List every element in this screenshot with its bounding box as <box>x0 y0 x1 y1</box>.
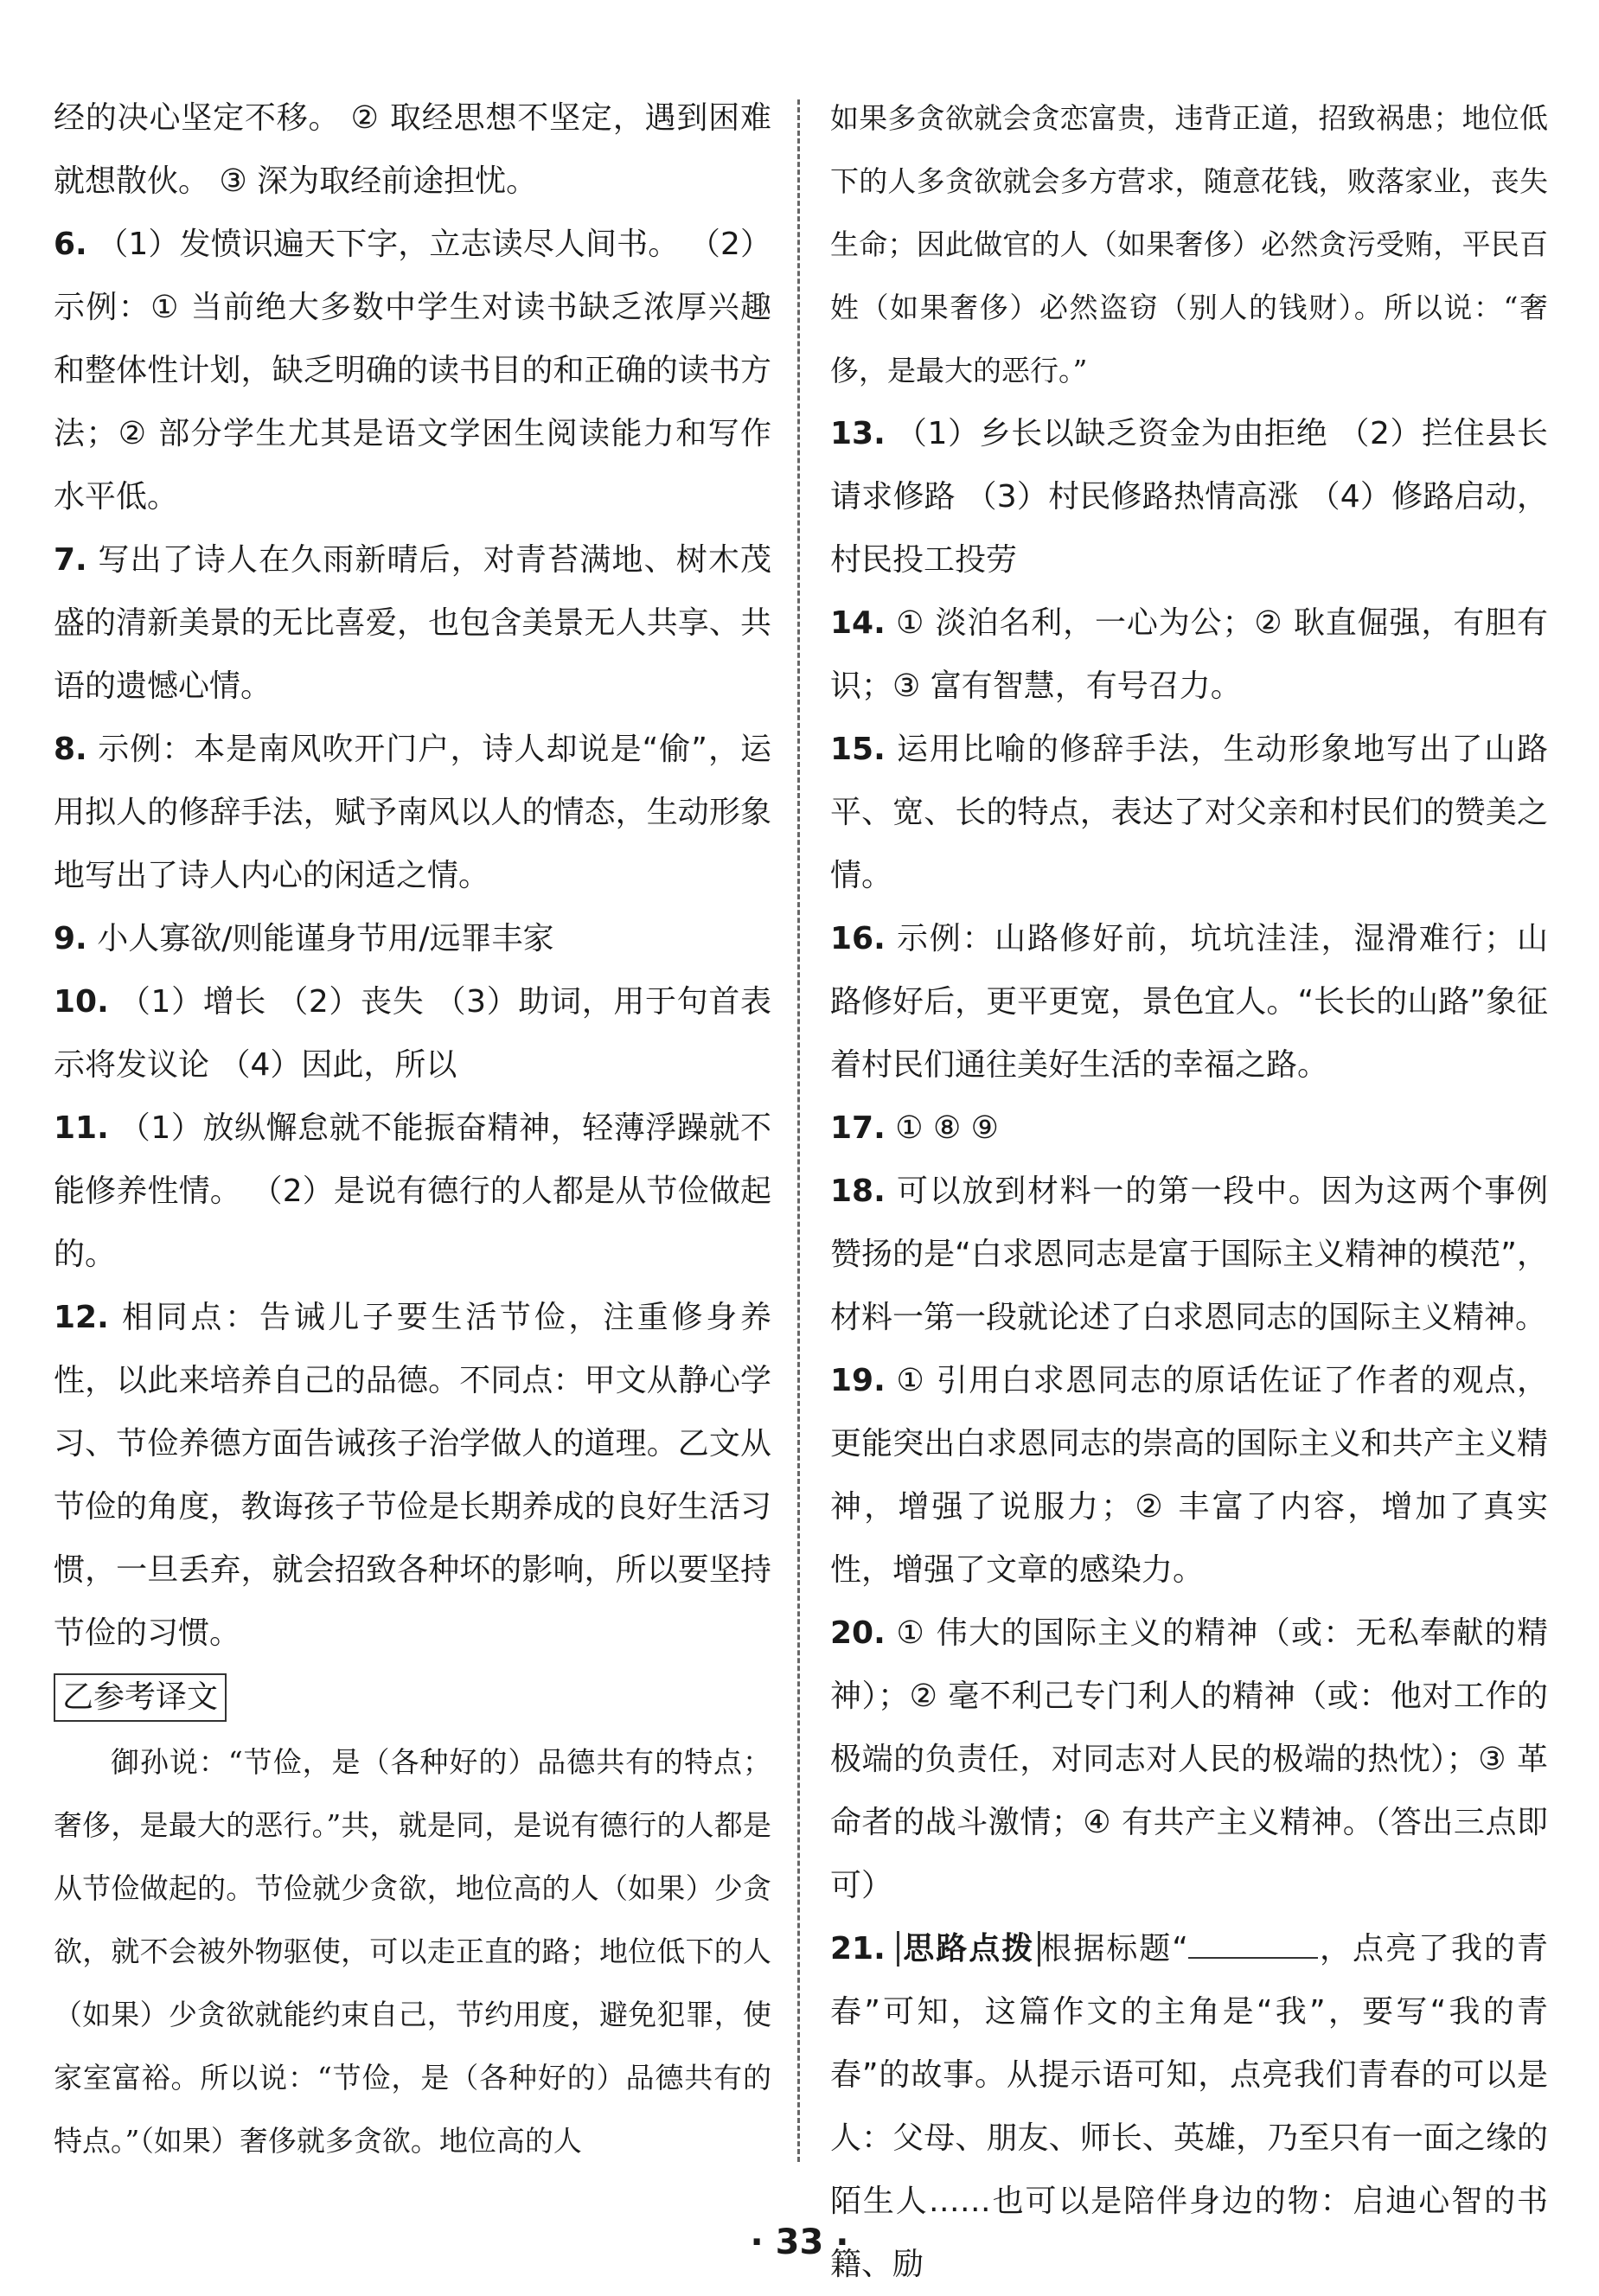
question-number: 7. <box>54 542 87 578</box>
answer-20 <box>830 1602 1548 1917</box>
answer-text: 运用比喻的修辞手法，生动形象地写出了山路平、宽、长的特点，表达了对父亲和村民们的赞美之情。 <box>830 732 1548 893</box>
right-column <box>830 86 1548 2282</box>
answer-text: （1）增长 （2）丧失 （3）助词，用于句首表示将发议论 （4）因此，所以 <box>54 984 771 1083</box>
question-number: 8. <box>54 732 87 767</box>
answer-text: ① 淡泊名利，一心为公；② 耿直倔强，有胆有识；③ 富有智慧，有号召力。 <box>830 605 1548 704</box>
title-blank <box>1188 1929 1318 1959</box>
question-number: 20. <box>830 1615 886 1651</box>
translation-text: 御孙说：“节俭，是（各种好的）品德共有的特点；奢侈，是最大的恶行。”共，就是同，是说有德行的人都是从节俭做起的。节俭就少贪欲，地位高的人（如果）少贪欲，就不会被外物驱使，可以走正直的路；地位低下的人（如果）少贪欲就能约束自己，节约用度，避免犯罪，使家室富裕。所以说：“节俭，是（各种好的）品德共有的特点。”（如果）奢侈就多贪欲。地位高的人 <box>54 1745 771 2158</box>
answer-text: 示例：山路修好前，坑坑洼洼，湿滑难行；山路修好后，更平更宽，景色宜人。“长长的山路”象征着村民们通往美好生活的幸福之路。 <box>830 921 1548 1083</box>
question-number: 10. <box>54 984 109 1020</box>
answer-text: 相同点：告诫儿子要生活节俭，注重修身养性，以此来培养自己的品德。不同点：甲文从静心学习、节俭养德方面告诫孩子治学做人的道理。乙文从节俭的角度，教诲孩子节俭是长期养成的良好生活习惯，一旦丢弃，就会招致各种坏的影响，所以要坚持节俭的习惯。 <box>54 1300 771 1651</box>
question-number: 13. <box>830 416 886 451</box>
answer-text: 示例：本是南风吹开门户，诗人却说是“偷”，运用拟人的修辞手法，赋予南风以人的情态，生动形象地写出了诗人内心的闲适之情。 <box>54 732 771 893</box>
answer-8 <box>54 718 771 907</box>
translation-tag: 乙参考译文 <box>54 1673 227 1722</box>
question-number: 15. <box>830 732 886 767</box>
answer-9 <box>54 907 771 970</box>
answer-text: （1）放纵懈怠就不能振奋精神，轻薄浮躁就不能修养性情。 （2）是说有德行的人都是从节俭做起的。 <box>54 1110 771 1272</box>
question-number: 11. <box>54 1110 109 1146</box>
answer-text: （1）发愤识遍天下字，立志读尽人间书。 （2）示例：① 当前绝大多数中学生对读书缺乏浓厚兴趣和整体性计划，缺乏明确的读书目的和正确的读书方法；② 部分学生尤其是语文学困生阅读能力和写作水平低。 <box>54 227 771 515</box>
answer-10 <box>54 970 771 1097</box>
translation-continuation: 如果多贪欲就会贪恋富贵，违背正道，招致祸患；地位低下的人多贪欲就会多方营求，随意花钱，败落家业，丧失生命；因此做官的人（如果奢侈）必然贪污受贿，平民百姓（如果奢侈）必然盗窃（别人的钱财）。所以说：“奢侈，是最大的恶行。” <box>830 101 1548 387</box>
question-number: 17. <box>830 1110 886 1146</box>
answer-text: 小人寡欲/则能谨身节用/远罪丰家 <box>97 921 554 956</box>
answer-text: 可以放到材料一的第一段中。因为这两个事例赞扬的是“白求恩同志是富于国际主义精神的模范”，材料一第一段就论述了白求恩同志的国际主义精神。 <box>830 1174 1548 1335</box>
page-number: · 33 · <box>750 2222 849 2262</box>
translation-heading <box>54 1665 771 1730</box>
question-number: 16. <box>830 921 886 956</box>
question-number: 19. <box>830 1363 886 1398</box>
question-number: 18. <box>830 1174 886 1209</box>
answer-text: （1）乡长以缺乏资金为由拒绝 （2）拦住县长请求修路 （3）村民修路热情高涨 （4）修路启动，村民投工投劳 <box>830 416 1548 578</box>
column-divider <box>797 99 800 2162</box>
question-number: 14. <box>830 605 886 641</box>
answer-13 <box>830 402 1548 592</box>
hint-tag: 思路点拨 <box>897 1931 1040 1967</box>
question-number: 21. <box>830 1931 886 1967</box>
answer-16 <box>830 907 1548 1097</box>
answer-12 <box>54 1286 771 1665</box>
answer-text: 经的决心坚定不移。 ② 取经思想不坚定，遇到困难就想散伙。 ③ 深为取经前途担忧。 <box>54 100 771 199</box>
answer-11 <box>54 1097 771 1286</box>
answer-15 <box>830 718 1548 907</box>
question-number: 6. <box>54 227 87 262</box>
answer-text: ① 引用白求恩同志的原话佐证了作者的观点，更能突出白求恩同志的崇高的国际主义和共产主义精神，增强了说服力；② 丰富了内容，增加了真实性，增强了文章的感染力。 <box>830 1363 1548 1588</box>
left-column <box>54 86 771 2158</box>
answer-7 <box>54 528 771 718</box>
answer-text: ① ⑧ ⑨ <box>895 1110 999 1146</box>
answer-18 <box>830 1160 1548 1349</box>
question-number: 9. <box>54 921 87 956</box>
answer-text: ① 伟大的国际主义的精神（或：无私奉献的精神）；② 毫不利己专门利人的精神（或：他对工作的极端的负责任，对同志对人民的极端的热忱）；③ 革命者的战斗激情；④ 有共产主义精神。（答出三点即可） <box>830 1615 1548 1903</box>
answer-text: ，点亮了我的青春”可知，这篇作文的主角是“我”，要写“我的青春”的故事。从提示语可知，点亮我们青春的可以是人：父母、朋友、师长、英雄，乃至只有一面之缘的陌生人……也可以是陪伴身边的物：启迪心智的书籍、励 <box>830 1931 1548 2282</box>
answer-text: 根据标题“ <box>1040 1931 1188 1967</box>
answer-17 <box>830 1097 1548 1160</box>
answer-continuation <box>54 86 771 213</box>
answer-6 <box>54 213 771 528</box>
answer-text: 写出了诗人在久雨新晴后，对青苔满地、树木茂盛的清新美景的无比喜爱，也包含美景无人共享、共语的遗憾心情。 <box>54 542 771 704</box>
answer-14 <box>830 592 1548 718</box>
question-number: 12. <box>54 1300 109 1335</box>
answer-19 <box>830 1349 1548 1602</box>
